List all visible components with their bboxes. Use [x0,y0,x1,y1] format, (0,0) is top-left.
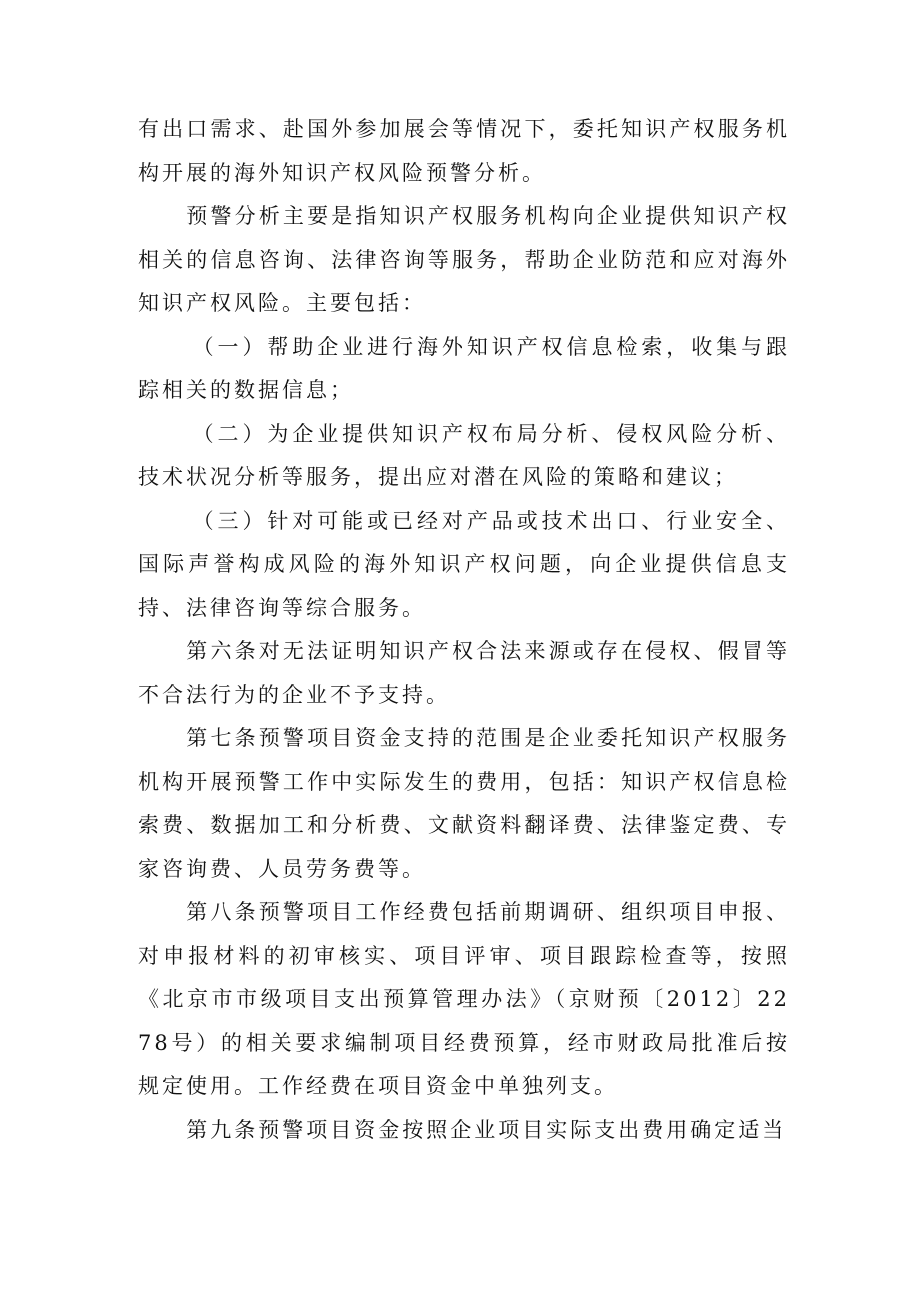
list-item-1: （一）帮助企业进行海外知识产权信息检索，收集与跟踪相关的数据信息； [138,334,790,402]
paragraph-warning-analysis: 预警分析主要是指知识产权服务机构向企业提供知识产权相关的信息咨询、法律咨询等服务，帮助企业防范和应对海外知识产权风险。主要包括： [138,204,790,315]
article-8: 第八条预警项目工作经费包括前期调研、组织项目申报、对申报材料的初审核实、项目评审、项目跟踪检查等，按照《北京市市级项目支出预算管理办法》（京财预〔2012〕2278号）的相关要求编制项目经费预算，经市财政局批准后按规定使用。工作经费在项目资金中单独列支。 [138,900,790,1098]
list-item-2: （二）为企业提供知识产权布局分析、侵权风险分析、技术状况分析等服务，提出应对潜在风险的策略和建议； [138,421,790,489]
article-9: 第九条预警项目资金按照企业项目实际支出费用确定适当 [186,1117,787,1142]
article-6: 第六条对无法证明知识产权合法来源或存在侵权、假冒等不合法行为的企业不予支持。 [138,639,790,707]
paragraph-continuation: 有出口需求、赴国外参加展会等情况下，委托知识产权服务机构开展的海外知识产权风险预警分析。 [138,117,790,185]
document-body [138,108,790,1152]
list-item-3: （三）针对可能或已经对产品或技术出口、行业安全、国际声誉构成风险的海外知识产权问题，向企业提供信息支持、法律咨询等综合服务。 [138,508,790,620]
article-7: 第七条预警项目资金支持的范围是企业委托知识产权服务机构开展预警工作中实际发生的费用，包括：知识产权信息检索费、数据加工和分析费、文献资料翻译费、法律鉴定费、专家咨询费、人员劳务费等。 [138,726,790,881]
